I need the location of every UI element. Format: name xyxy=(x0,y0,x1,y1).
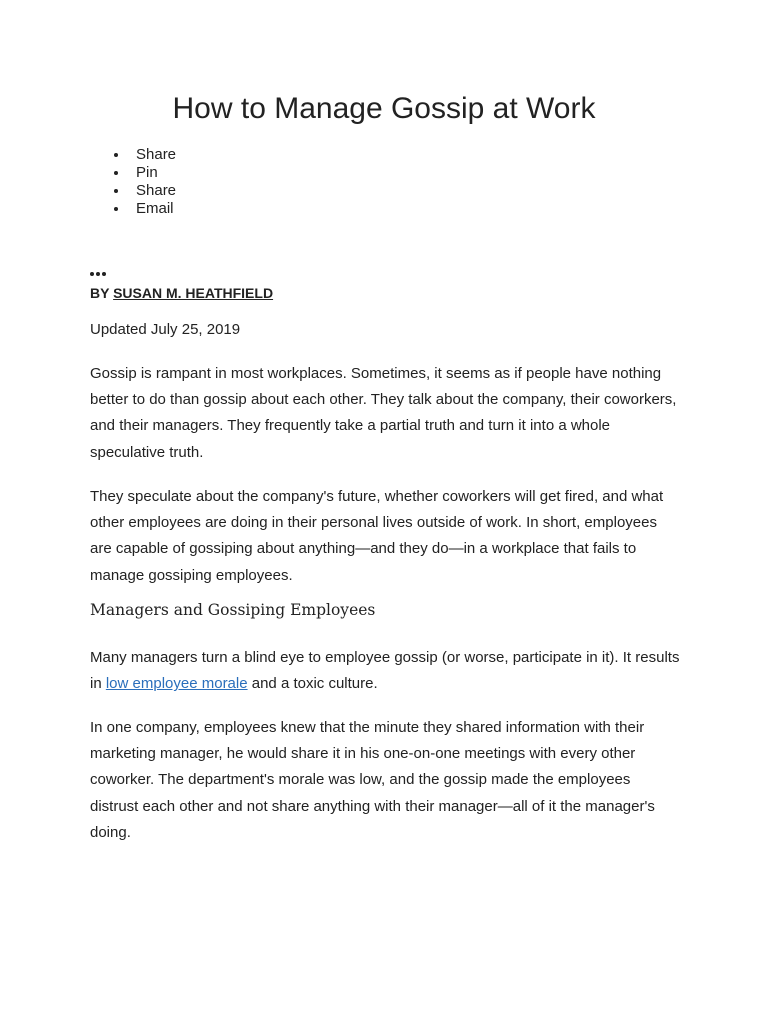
updated-date: Updated July 25, 2019 xyxy=(90,321,241,338)
low-employee-morale-link[interactable]: low employee morale xyxy=(105,675,248,693)
article-title: How to Manage Gossip at Work xyxy=(172,92,596,125)
more-options-icon[interactable] xyxy=(90,272,106,276)
paragraph-2: They speculate about the company's future, whether coworkers will get fired, and what other employees are doing in their personal lives outside of work. In short, employees are capable of gossiping about anything—and they do—in a workplace that fails to manage gossiping employees. xyxy=(90,488,664,584)
byline-prefix: BY xyxy=(90,285,114,301)
share-item-share-2[interactable]: Share xyxy=(112,182,176,200)
byline xyxy=(90,285,273,301)
section-heading: Managers and Gossiping Employees xyxy=(90,601,376,619)
paragraph-4: In one company, employees knew that the minute they shared information with their marketing manager, he would share it in his one-on-one meetings with every other coworker. The department's morale was low, and the gossip made the employees distrust each other and not share anything with their manager—all of it the manager's doing. xyxy=(90,719,655,841)
dot-icon xyxy=(102,272,106,276)
paragraph-3-text-before: Many managers turn a blind eye to employee gossip (or worse, participate in it). It results in xyxy=(90,649,680,693)
share-list xyxy=(112,146,176,218)
share-item-share[interactable]: Share xyxy=(112,146,176,164)
paragraph-1: Gossip is rampant in most workplaces. Sometimes, it seems as if people have nothing better to do than gossip about each other. They talk about the company, their coworkers, and their managers. They frequently take a partial truth and turn it into a whole speculative truth. xyxy=(90,365,677,461)
author-link[interactable]: SUSAN M. HEATHFIELD xyxy=(113,285,274,301)
dot-icon xyxy=(90,272,94,276)
share-item-pin[interactable]: Pin xyxy=(112,164,176,182)
dot-icon xyxy=(96,272,100,276)
paragraph-3-text-after: and a toxic culture. xyxy=(247,675,378,693)
paragraph-3 xyxy=(90,645,680,697)
share-item-email[interactable]: Email xyxy=(112,200,176,218)
